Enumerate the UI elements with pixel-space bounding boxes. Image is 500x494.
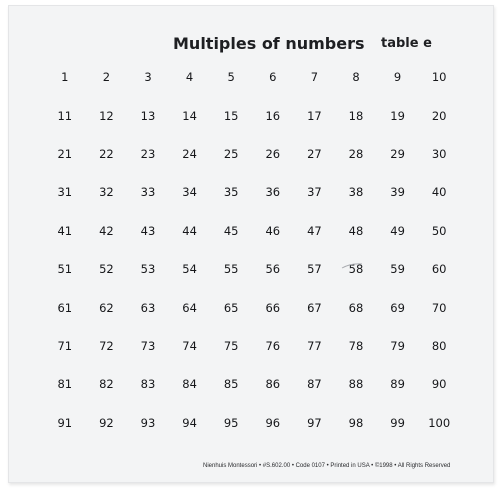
number-cell: 88 <box>348 377 364 392</box>
number-cell: 65 <box>223 300 239 315</box>
number-cell: 23 <box>140 146 156 161</box>
number-cell: 31 <box>57 185 73 200</box>
number-cell: 61 <box>57 300 73 315</box>
number-cell: 95 <box>223 415 239 430</box>
number-cell: 53 <box>140 262 156 277</box>
number-cell: 78 <box>348 338 364 353</box>
number-cell: 29 <box>390 146 405 161</box>
number-cell: 93 <box>140 415 156 430</box>
number-cell: 58 <box>348 262 364 277</box>
sheet-title: Multiples of numbers <box>173 34 365 53</box>
number-cell: 89 <box>390 377 405 392</box>
number-cell: 9 <box>393 70 402 85</box>
number-cell: 16 <box>265 108 281 123</box>
number-cell: 3 <box>144 70 152 85</box>
number-cell: 64 <box>182 300 197 315</box>
number-cell: 44 <box>182 223 197 238</box>
number-cell: 35 <box>223 185 239 200</box>
number-cell: 69 <box>390 300 405 315</box>
number-cell: 18 <box>348 108 364 123</box>
number-cell: 7 <box>310 70 319 85</box>
number-cell: 72 <box>99 338 114 353</box>
number-cell: 5 <box>227 70 235 85</box>
number-cell: 38 <box>348 185 364 200</box>
number-cell: 28 <box>348 146 364 161</box>
number-cell: 83 <box>140 377 156 392</box>
number-cell: 49 <box>390 223 405 238</box>
number-cell: 19 <box>390 108 405 123</box>
number-cell: 84 <box>182 377 197 392</box>
number-cell: 60 <box>431 262 447 277</box>
number-cell: 36 <box>265 185 281 200</box>
number-cell: 43 <box>140 223 156 238</box>
number-cell: 26 <box>265 146 281 161</box>
number-cell: 11 <box>57 108 73 123</box>
number-cell: 63 <box>140 300 156 315</box>
number-cell: 56 <box>265 262 281 277</box>
number-grid <box>44 58 460 442</box>
number-cell: 40 <box>431 185 447 200</box>
number-cell: 99 <box>390 415 405 430</box>
number-cell: 85 <box>223 377 239 392</box>
number-cell: 12 <box>99 108 114 123</box>
number-cell: 51 <box>57 262 73 277</box>
number-cell: 39 <box>390 185 405 200</box>
number-cell: 37 <box>307 185 322 200</box>
number-cell: 48 <box>348 223 364 238</box>
number-cell: 47 <box>307 223 322 238</box>
number-cell: 50 <box>431 223 447 238</box>
number-cell: 96 <box>265 415 281 430</box>
number-cell: 97 <box>307 415 322 430</box>
number-cell: 90 <box>431 377 447 392</box>
number-cell: 76 <box>265 338 281 353</box>
number-cell: 1 <box>61 70 69 85</box>
number-cell: 73 <box>140 338 156 353</box>
number-cell: 80 <box>431 338 447 353</box>
number-cell: 33 <box>140 185 156 200</box>
pencil-mark <box>341 262 363 270</box>
number-cell: 34 <box>182 185 197 200</box>
number-cell: 24 <box>182 146 197 161</box>
number-cell: 68 <box>348 300 364 315</box>
number-cell: 86 <box>265 377 281 392</box>
number-cell: 15 <box>223 108 239 123</box>
number-cell: 41 <box>57 223 73 238</box>
number-cell: 42 <box>99 223 114 238</box>
number-cell: 6 <box>269 70 277 85</box>
number-cell: 81 <box>57 377 73 392</box>
sheet-subtitle: table e <box>381 36 432 51</box>
number-cell: 52 <box>99 262 114 277</box>
number-cell: 32 <box>99 185 114 200</box>
number-cell: 30 <box>431 146 447 161</box>
number-cell: 46 <box>265 223 281 238</box>
number-cell: 77 <box>307 338 322 353</box>
number-cell: 27 <box>307 146 322 161</box>
number-cell: 71 <box>57 338 73 353</box>
number-cell: 21 <box>57 146 73 161</box>
number-cell: 94 <box>182 415 197 430</box>
number-cell: 22 <box>99 146 114 161</box>
number-cell: 2 <box>102 70 111 85</box>
number-cell: 45 <box>223 223 239 238</box>
number-cell: 92 <box>99 415 114 430</box>
number-cell: 66 <box>265 300 281 315</box>
number-cell: 25 <box>223 146 239 161</box>
number-cell: 8 <box>352 70 360 85</box>
number-cell: 70 <box>431 300 447 315</box>
number-cell: 62 <box>99 300 114 315</box>
number-cell: 82 <box>99 377 114 392</box>
number-cell: 20 <box>431 108 447 123</box>
sheet-footer: Nienhuis Montessori • #S.602.00 • Code 0107 • Printed in USA • ©1998 • All Rights Reserved <box>203 463 451 469</box>
number-cell: 67 <box>307 300 322 315</box>
number-cell: 55 <box>223 262 239 277</box>
number-cell: 54 <box>182 262 197 277</box>
number-cell: 87 <box>307 377 322 392</box>
number-cell: 91 <box>57 415 73 430</box>
number-cell: 4 <box>185 70 194 85</box>
number-cell: 59 <box>390 262 405 277</box>
number-cell: 74 <box>182 338 197 353</box>
number-cell: 100 <box>428 415 451 430</box>
number-cell: 57 <box>307 262 322 277</box>
number-cell: 14 <box>182 108 197 123</box>
number-cell: 10 <box>431 70 447 85</box>
number-cell: 98 <box>348 415 364 430</box>
number-cell: 17 <box>307 108 322 123</box>
number-cell: 75 <box>223 338 239 353</box>
number-cell: 13 <box>140 108 156 123</box>
number-cell: 79 <box>390 338 405 353</box>
